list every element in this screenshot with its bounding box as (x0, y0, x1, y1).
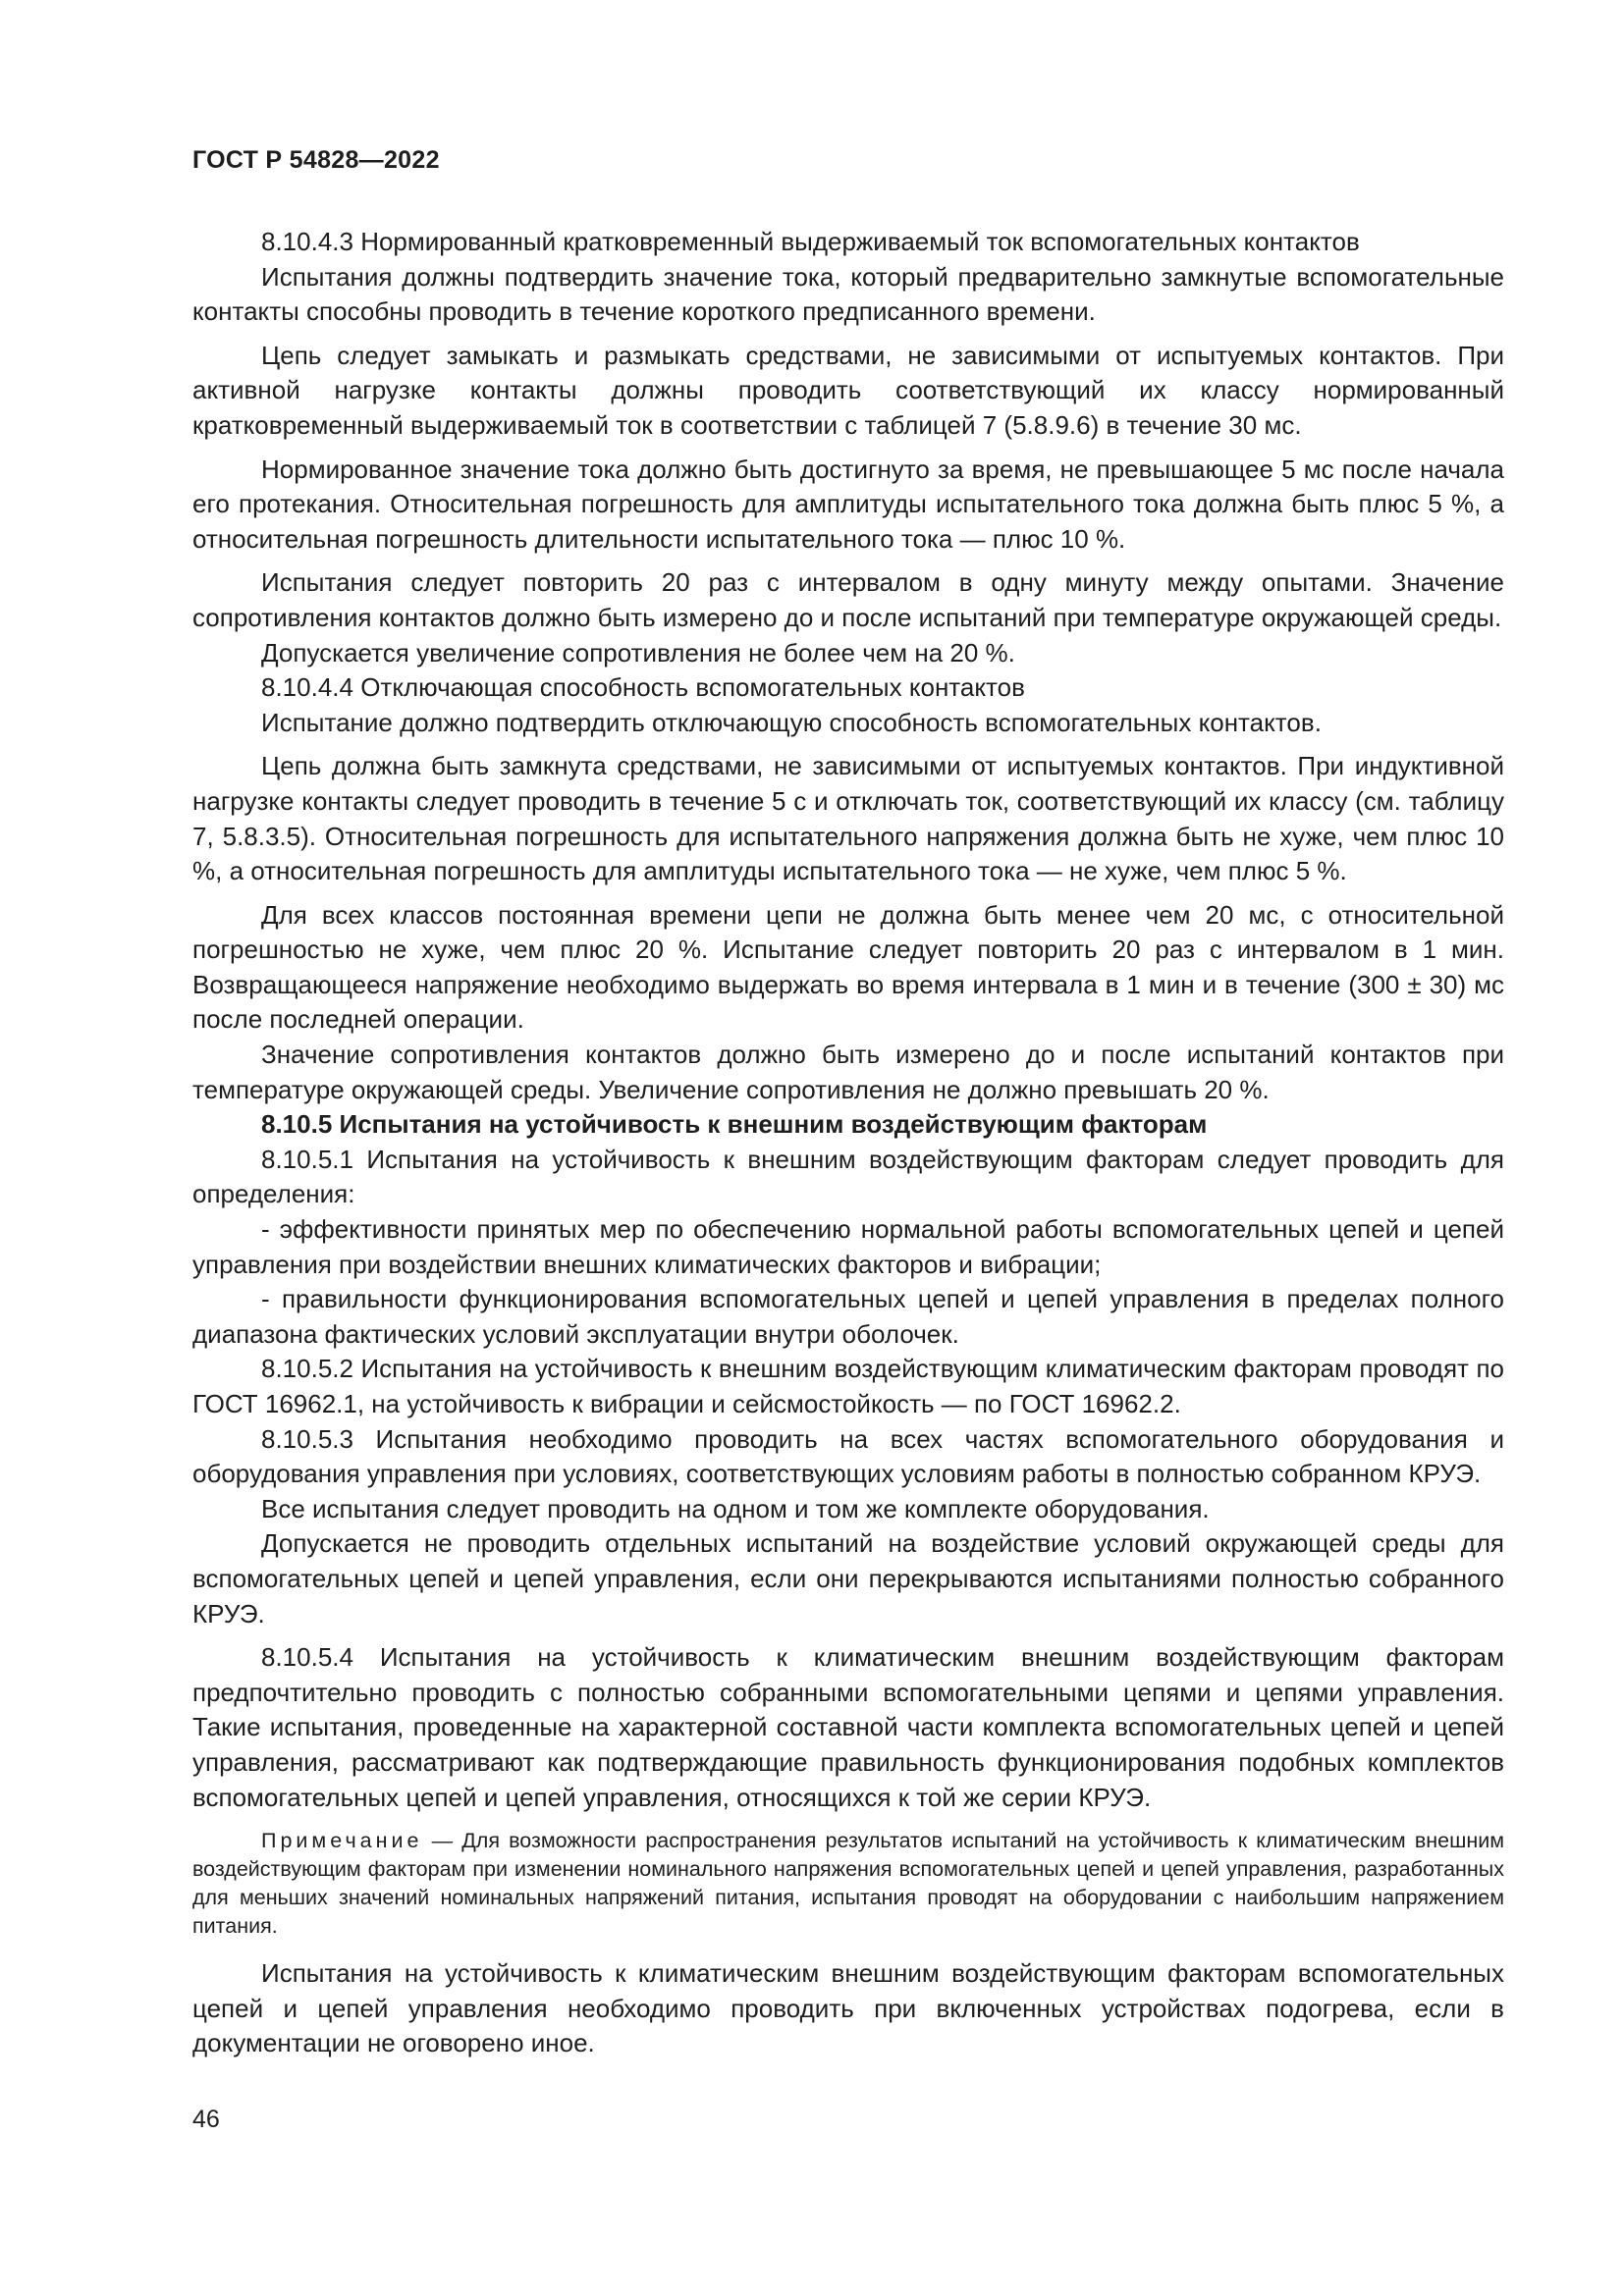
paragraph: 8.10.5.3 Испытания необходимо проводить на всех частях вспомогательного оборудования и оборудования управления при условиях, соответствующих условиям работы в полностью собранном КРУЭ. (192, 1423, 1504, 1489)
note-text: — Для возможности распространения результатов испытаний на устойчивость к климатическим внешним воздействующим факторам при изменении номинального напряжения вспомогательных цепей и цепей управления, разработанных для меньших значений номинальных напряжений питания, испытания проводят на оборудовании с наибольшим напряжением питания. (192, 1829, 1504, 1939)
paragraph: Цепь должна быть замкнута средствами, не зависимыми от испытуемых контактов. При индуктивной нагрузке контакты следует проводить в течение 5 с и отключать ток, соответствующий их классу (см. таблицу 7, 5.8.3.5). Относительная погрешность для испытательного напряжения должна быть не хуже, чем плюс 10 %, а относительная погрешность для амплитуды испытательного тока — не хуже, чем плюс 5 %. (192, 751, 1504, 886)
paragraph: 8.10.5.4 Испытания на устойчивость к климатическим внешним воздействующим факторам предпочтительно проводить с полностью собранными вспомогательными цепями и цепями управления. Такие испытания, проведенные на характерной составной части комплекта вспомогательных цепей и цепей управления, рассматривают как подтверждающие правильность функционирования подобных комплектов вспомогательных цепей и цепей управления, относящихся к той же серии КРУЭ. (192, 1642, 1504, 1812)
list-item: - эффективности принятых мер по обеспечению нормальной работы вспомогательных цепей и цепей управления при воздействии внешних климатических факторов и вибрации; (192, 1214, 1504, 1279)
paragraph: Испытания должны подтвердить значение тока, который предварительно замкнутые вспомогательные контакты способны проводить в течение короткого предписанного времени. (192, 261, 1504, 327)
paragraph: Испытания на устойчивость к климатическим внешним воздействующим факторам вспомогательных цепей и цепей управления необходимо проводить при включенных устройствах подогрева, если в документации не оговорено иное. (192, 1958, 1504, 2058)
paragraph: Нормированное значение тока должно быть достигнуто за время, не превышающее 5 мс после начала его протекания. Относительная погрешность для амплитуды испытательного тока должна быть плюс 5 %, а относительная погрешность длительности испытательного тока — плюс 10 %. (192, 454, 1504, 554)
paragraph: Допускается увеличение сопротивления не более чем на 20 %. (261, 637, 1015, 667)
paragraph: 8.10.5.1 Испытания на устойчивость к внешним воздействующим факторам следует проводить для определения: (192, 1144, 1504, 1209)
paragraph: Испытания следует повторить 20 раз с интервалом в одну минуту между опытами. Значение сопротивления контактов должно быть измерено до и после испытаний при температуре окружающей среды. (192, 567, 1504, 632)
paragraph-8-10-4-3-title: 8.10.4.3 Нормированный кратковременный выдерживаемый ток вспомогательных контактов (261, 227, 1360, 256)
paragraph-8-10-4-4-title: 8.10.4.4 Отключающая способность вспомогательных контактов (261, 672, 1025, 703)
document-body (192, 225, 1504, 2061)
paragraph: Допускается не проводить отдельных испытаний на воздействие условий окружающей среды для вспомогательных цепей и цепей управления, если они перекрываются испытаниями полностью собранного КРУЭ. (192, 1528, 1504, 1629)
note-label: Примечание (261, 1829, 423, 1853)
paragraph: Значение сопротивления контактов должно быть измерено до и после испытаний контактов при температуре окружающей среды. Увеличение сопротивления не должно превышать 20 %. (192, 1040, 1504, 1104)
section-heading-8-10-5: 8.10.5 Испытания на устойчивость к внешним воздействующим факторам (261, 1109, 1208, 1140)
note (192, 1827, 1504, 1941)
page-number: 46 (192, 2106, 220, 2133)
paragraph: Цепь следует замыкать и размыкать средствами, не зависимыми от испытуемых контактов. При активной нагрузке контакты должны проводить соответствующий их классу нормированный кратковременный выдерживаемый ток в соответствии с таблицей 7 (5.8.9.6) в течение 30 мс. (192, 340, 1504, 440)
document-header: ГОСТ Р 54828—2022 (192, 146, 440, 174)
paragraph: Все испытания следует проводить на одном и том же комплекте оборудования. (261, 1493, 1210, 1523)
paragraph: Для всех классов постоянная времени цепи не должна быть менее чем 20 мс, с относительной погрешностью не хуже, чем плюс 20 %. Испытание следует повторить 20 раз с интервалом в 1 мин. Возвращающееся напряжение необходимо выдержать во время интервала в 1 мин и в течение (300 ± 30) мс после последней операции. (192, 899, 1504, 1035)
paragraph: 8.10.5.2 Испытания на устойчивость к внешним воздействующим климатическим факторам проводят по ГОСТ 16962.1, на устойчивость к вибрации и сейсмостойкость — по ГОСТ 16962.2. (192, 1354, 1504, 1418)
paragraph: Испытание должно подтвердить отключающую способность вспомогательных контактов. (261, 707, 1322, 737)
list-item: - правильности функционирования вспомогательных цепей и цепей управления в пределах полного диапазона фактических условий эксплуатации внутри оболочек. (192, 1284, 1504, 1349)
